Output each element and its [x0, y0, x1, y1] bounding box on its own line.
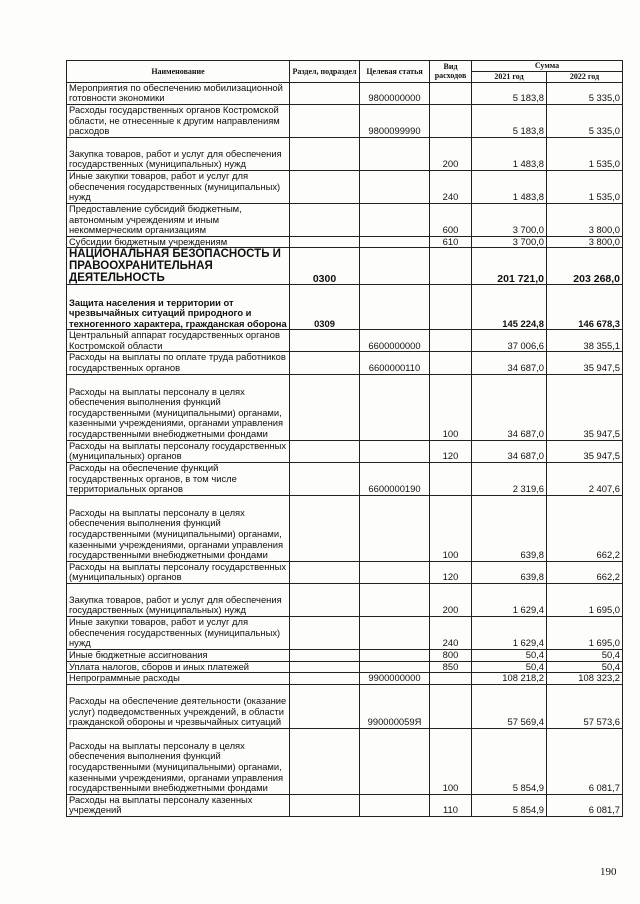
header-name: Наименование: [67, 61, 290, 83]
row-2022-cell: 662,2: [547, 495, 623, 561]
row-kind-cell: 100: [430, 374, 472, 440]
row-name-cell: Расходы на выплаты персоналу государственных (муниципальных) органов: [67, 440, 290, 462]
row-section-cell: [290, 673, 360, 685]
row-target-cell: [360, 203, 430, 236]
table-row: [67, 330, 623, 352]
table-row: [67, 236, 623, 248]
row-section-cell: [290, 82, 360, 104]
row-target-cell: [360, 137, 430, 170]
header-sum: Сумма: [472, 61, 623, 72]
row-2021-cell: 145 224,8: [472, 285, 547, 330]
table-row: [67, 794, 623, 816]
row-target-cell: 990000059Я: [360, 684, 430, 728]
table-row: [67, 462, 623, 495]
row-section-cell: [290, 203, 360, 236]
table-row: [67, 170, 623, 203]
row-target-cell: [360, 584, 430, 617]
row-name-cell: Расходы на обеспечение деятельности (оказание услуг) подведомственных учреждений, в области гражданской обороны и чрезвычайных ситуаций: [67, 684, 290, 728]
row-target-cell: [360, 617, 430, 650]
row-section-cell: [290, 661, 360, 673]
row-target-cell: 9800099990: [360, 104, 430, 137]
row-kind-cell: 800: [430, 650, 472, 662]
header-target: Целевая статья: [360, 61, 430, 83]
row-name-cell: Иные закупки товаров, работ и услуг для обеспечения государственных (муниципальных) нужд: [67, 170, 290, 203]
row-section-cell: [290, 352, 360, 374]
row-2021-cell: 1 483,8: [472, 170, 547, 203]
row-2022-cell: 108 323,2: [547, 673, 623, 685]
row-2021-cell: 3 700,0: [472, 236, 547, 248]
row-kind-cell: [430, 462, 472, 495]
row-2022-cell: 2 407,6: [547, 462, 623, 495]
row-2022-cell: 1 695,0: [547, 617, 623, 650]
row-name-cell: Уплата налогов, сборов и иных платежей: [67, 661, 290, 673]
row-target-cell: 6600000000: [360, 330, 430, 352]
table-row: [67, 661, 623, 673]
row-section-cell: [290, 728, 360, 794]
row-section-cell: [290, 617, 360, 650]
row-name-cell: Закупка товаров, работ и услуг для обеспечения государственных (муниципальных) нужд: [67, 584, 290, 617]
row-2022-cell: 6 081,7: [547, 794, 623, 816]
row-target-cell: [360, 650, 430, 662]
row-2022-cell: 3 800,0: [547, 203, 623, 236]
table-row: [67, 137, 623, 170]
row-name-cell: Предоставление субсидий бюджетным, автономным учреждениям и иным некоммерческим организациям: [67, 203, 290, 236]
row-kind-cell: 240: [430, 170, 472, 203]
row-kind-cell: [430, 673, 472, 685]
row-target-cell: 6600000190: [360, 462, 430, 495]
row-2021-cell: 3 700,0: [472, 203, 547, 236]
row-kind-cell: 120: [430, 561, 472, 583]
row-section-cell: [290, 794, 360, 816]
row-2021-cell: 5 183,8: [472, 82, 547, 104]
row-2022-cell: 50,4: [547, 661, 623, 673]
row-section-cell: [290, 440, 360, 462]
row-name-cell: Расходы государственных органов Костромской области, не отнесенные к другим направлениям расходов: [67, 104, 290, 137]
table-row: [67, 82, 623, 104]
row-name-cell: Иные закупки товаров, работ и услуг для обеспечения государственных (муниципальных) нужд: [67, 617, 290, 650]
row-kind-cell: [430, 82, 472, 104]
row-2021-cell: 34 687,0: [472, 374, 547, 440]
row-target-cell: [360, 236, 430, 248]
row-section-cell: [290, 584, 360, 617]
row-2022-cell: 1 535,0: [547, 170, 623, 203]
row-2022-cell: 35 947,5: [547, 352, 623, 374]
table-row: [67, 673, 623, 685]
table-row: [67, 248, 623, 285]
row-target-cell: 9900000000: [360, 673, 430, 685]
row-target-cell: [360, 248, 430, 285]
row-name-cell: Расходы на выплаты персоналу в целях обеспечения выполнения функций государственными (муниципальными) органами, казенными учреждениями, органами управления государственными внебюджетными фондами: [67, 374, 290, 440]
row-name-cell: Расходы на выплаты персоналу в целях обеспечения выполнения функций государственными (муниципальными) органами, казенными учреждениями, органами управления государственными внебюджетными фондами: [67, 495, 290, 561]
table-row: [67, 285, 623, 330]
row-2022-cell: 35 947,5: [547, 440, 623, 462]
row-kind-cell: [430, 248, 472, 285]
row-kind-cell: 120: [430, 440, 472, 462]
row-section-cell: [290, 137, 360, 170]
row-name-cell: Центральный аппарат государственных органов Костромской области: [67, 330, 290, 352]
row-name-cell: Расходы на выплаты персоналу государственных (муниципальных) органов: [67, 561, 290, 583]
row-kind-cell: [430, 330, 472, 352]
table-row: [67, 684, 623, 728]
row-kind-cell: 600: [430, 203, 472, 236]
row-2021-cell: 2 319,6: [472, 462, 547, 495]
row-2022-cell: 1 535,0: [547, 137, 623, 170]
row-name-cell: НАЦИОНАЛЬНАЯ БЕЗОПАСНОСТЬ И ПРАВООХРАНИТЕЛЬНАЯ ДЕЯТЕЛЬНОСТЬ: [67, 248, 290, 285]
row-2022-cell: 5 335,0: [547, 104, 623, 137]
row-2021-cell: 639,8: [472, 495, 547, 561]
table-row: [67, 495, 623, 561]
row-target-cell: [360, 561, 430, 583]
row-2021-cell: 34 687,0: [472, 352, 547, 374]
table-row: [67, 440, 623, 462]
row-section-cell: [290, 236, 360, 248]
row-target-cell: [360, 440, 430, 462]
row-kind-cell: 610: [430, 236, 472, 248]
row-2022-cell: 50,4: [547, 650, 623, 662]
table-row: [67, 617, 623, 650]
row-kind-cell: [430, 684, 472, 728]
row-2021-cell: 639,8: [472, 561, 547, 583]
row-name-cell: Расходы на обеспечение функций государственных органов, в том числе территориальных органов: [67, 462, 290, 495]
row-2021-cell: 201 721,0: [472, 248, 547, 285]
row-2022-cell: 662,2: [547, 561, 623, 583]
row-kind-cell: 240: [430, 617, 472, 650]
row-kind-cell: 100: [430, 495, 472, 561]
row-name-cell: Иные бюджетные ассигнования: [67, 650, 290, 662]
row-section-cell: [290, 374, 360, 440]
row-section-cell: [290, 684, 360, 728]
row-2021-cell: 50,4: [472, 650, 547, 662]
row-name-cell: Расходы на выплаты персоналу в целях обеспечения выполнения функций государственными (муниципальными) органами, казенными учреждениями, органами управления государственными внебюджетными фондами: [67, 728, 290, 794]
row-section-cell: [290, 650, 360, 662]
row-target-cell: 6600000110: [360, 352, 430, 374]
table-row: [67, 104, 623, 137]
row-2022-cell: 203 268,0: [547, 248, 623, 285]
budget-table: [66, 60, 623, 817]
row-name-cell: Субсидии бюджетным учреждениям: [67, 236, 290, 248]
row-section-cell: [290, 462, 360, 495]
row-name-cell: Закупка товаров, работ и услуг для обеспечения государственных (муниципальных) нужд: [67, 137, 290, 170]
row-2022-cell: 38 355,1: [547, 330, 623, 352]
row-kind-cell: 200: [430, 137, 472, 170]
row-2021-cell: 1 629,4: [472, 584, 547, 617]
row-name-cell: Расходы на выплаты персоналу казенных учреждений: [67, 794, 290, 816]
table-row: [67, 584, 623, 617]
row-target-cell: 9800000000: [360, 82, 430, 104]
table-body: [67, 82, 623, 817]
row-target-cell: [360, 285, 430, 330]
row-2021-cell: 37 006,6: [472, 330, 547, 352]
row-kind-cell: 110: [430, 794, 472, 816]
table-row: [67, 203, 623, 236]
row-kind-cell: [430, 352, 472, 374]
row-target-cell: [360, 170, 430, 203]
row-kind-cell: 200: [430, 584, 472, 617]
row-2021-cell: 50,4: [472, 661, 547, 673]
row-target-cell: [360, 495, 430, 561]
row-section-cell: [290, 330, 360, 352]
row-2022-cell: 57 573,6: [547, 684, 623, 728]
row-2021-cell: 5 183,8: [472, 104, 547, 137]
row-section-cell: [290, 104, 360, 137]
row-target-cell: [360, 661, 430, 673]
row-section-cell: 0309: [290, 285, 360, 330]
header-kind: Вид расходов: [430, 61, 472, 83]
header-section: Раздел, подраздел: [290, 61, 360, 83]
row-2021-cell: 108 218,2: [472, 673, 547, 685]
row-2022-cell: 5 335,0: [547, 82, 623, 104]
row-kind-cell: [430, 285, 472, 330]
row-2021-cell: 1 629,4: [472, 617, 547, 650]
row-name-cell: Мероприятия по обеспечению мобилизационной готовности экономики: [67, 82, 290, 104]
table-row: [67, 650, 623, 662]
header-year-2021: 2021 год: [472, 71, 547, 82]
row-target-cell: [360, 374, 430, 440]
row-2022-cell: 6 081,7: [547, 728, 623, 794]
row-2021-cell: 57 569,4: [472, 684, 547, 728]
row-2021-cell: 5 854,9: [472, 794, 547, 816]
row-2021-cell: 5 854,9: [472, 728, 547, 794]
page-number: 190: [600, 866, 617, 878]
row-kind-cell: 100: [430, 728, 472, 794]
row-2022-cell: 146 678,3: [547, 285, 623, 330]
header-year-2022: 2022 год: [547, 71, 623, 82]
row-2022-cell: 3 800,0: [547, 236, 623, 248]
row-name-cell: Расходы на выплаты по оплате труда работников государственных органов: [67, 352, 290, 374]
row-2022-cell: 1 695,0: [547, 584, 623, 617]
row-section-cell: [290, 170, 360, 203]
row-target-cell: [360, 728, 430, 794]
table-row: [67, 561, 623, 583]
row-kind-cell: [430, 104, 472, 137]
row-section-cell: [290, 561, 360, 583]
row-name-cell: Защита населения и территории от чрезвычайных ситуаций природного и техногенного характера, гражданская оборона: [67, 285, 290, 330]
row-name-cell: Непрограммные расходы: [67, 673, 290, 685]
row-2021-cell: 1 483,8: [472, 137, 547, 170]
row-kind-cell: 850: [430, 661, 472, 673]
table-row: [67, 728, 623, 794]
table-row: [67, 352, 623, 374]
table-header: [67, 61, 623, 83]
table-row: [67, 374, 623, 440]
row-section-cell: 0300: [290, 248, 360, 285]
row-section-cell: [290, 495, 360, 561]
row-2022-cell: 35 947,5: [547, 374, 623, 440]
row-2021-cell: 34 687,0: [472, 440, 547, 462]
row-target-cell: [360, 794, 430, 816]
